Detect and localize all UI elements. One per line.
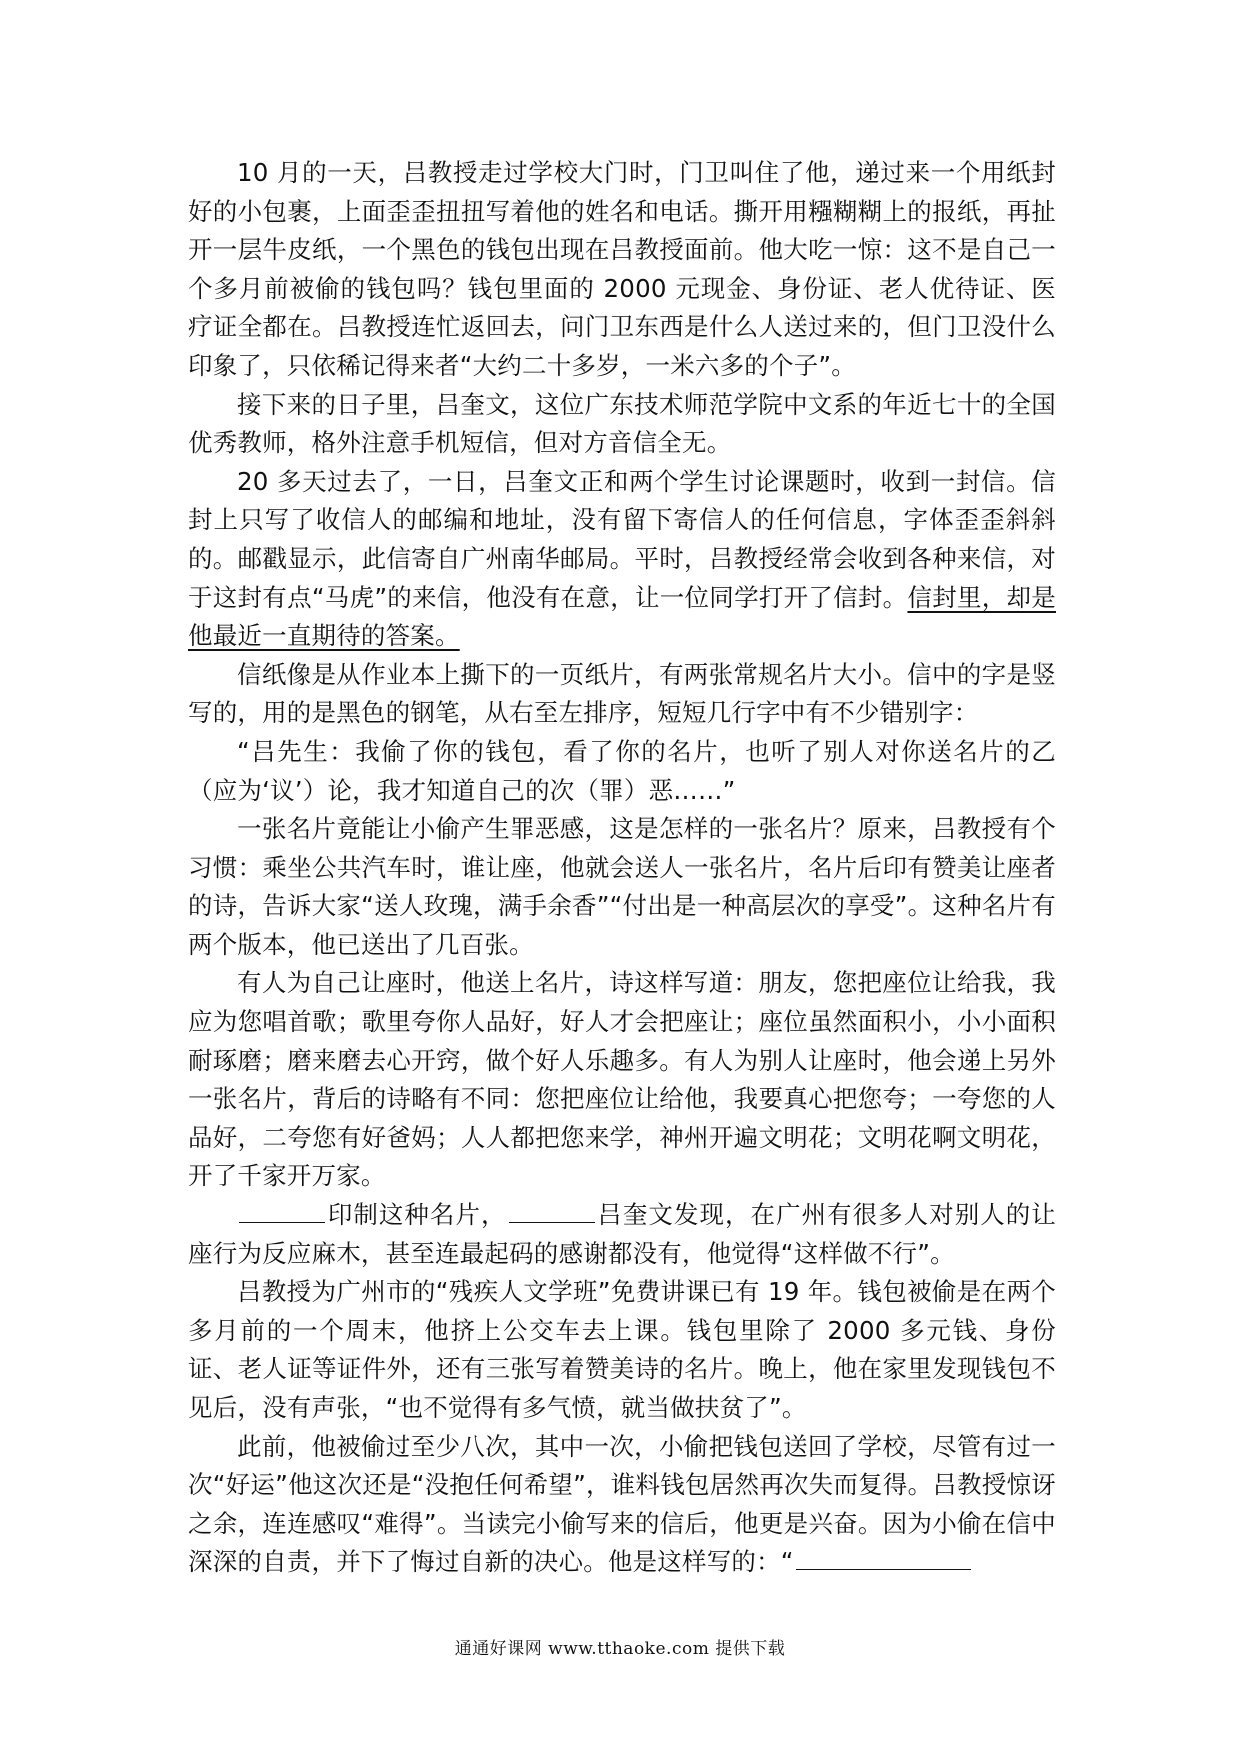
article-body bbox=[188, 154, 1056, 1582]
answer-blank-3 bbox=[796, 1545, 971, 1570]
answer-blank-2 bbox=[509, 1198, 595, 1223]
final-paragraph-text: 此前，他被偷过至少八次，其中一次，小偷把钱包送回了学校，尽管有过一次“好运”他这次还是“没抱任何希望”，谁料钱包居然再次失而复得。吕教授惊讶之余，连连感叹“难得”。当读完小偷写来的信后，他更是兴奋。因为小偷在信中深深的自责，并下了悔过自新的决心。他是这样写的：“ bbox=[188, 1431, 1056, 1577]
fill-blank-text-1: 印制这种名片， bbox=[327, 1200, 507, 1230]
underlined-sentence: 信封里，却是他最近一直期待的答案。 bbox=[188, 582, 1056, 651]
answer-blank-1 bbox=[239, 1198, 325, 1223]
paragraph-letter-received bbox=[188, 463, 1056, 656]
paragraph-disabled-class: 吕教授为广州市的“残疾人文学班”免费讲课已有 19 年。钱包被偷是在两个多月前的一个周末，他挤上公交车去上课。钱包里除了 2000 多元钱、身份证、老人证等证件外，还有三张写着赞美诗的名片。晚上，他在家里发现钱包不见后，没有声张，“也不觉得有多气愤，就当做扶贫了”。 bbox=[188, 1277, 1056, 1422]
paragraph-final bbox=[188, 1428, 1056, 1582]
paragraph-letter-text: 20 多天过去了，一日，吕奎文正和两个学生讨论课题时，收到一封信。信封上只写了收信人的邮编和地址，没有留下寄信人的任何信息，字体歪歪斜斜的。邮戳显示，此信寄自广州南华邮局。平时，吕教授经常会收到各种来信，对于这封有点“马虎”的来信，他没有在意，让一位同学打开了信封。 bbox=[188, 466, 1056, 612]
paragraph-poems: 有人为自己让座时，他送上名片，诗这样写道：朋友，您把座位让给我，我应为您唱首歌；歌里夸你人品好，好人才会把座让；座位虽然面积小，小小面积耐琢磨；磨来磨去心开窍，做个好人乐趣多。有人为别人让座时，他会递上另外一张名片，背后的诗略有不同：您把座位让给他，我要真心把您夸；一夸您的人品好，二夸您有好爸妈；人人都把您来学，神州开遍文明花；文明花啊文明花，开了千家开万家。 bbox=[188, 968, 1056, 1191]
paragraph-letter-paper: 信纸像是从作业本上撕下的一页纸片，有两张常规名片大小。信中的字是竖写的，用的是黑色的钢笔，从右至左排序，短短几行字中有不少错别字： bbox=[188, 659, 1056, 728]
page-footer: 通通好课网 www.tthaoke.com 提供下载 bbox=[454, 1639, 786, 1659]
paragraph-business-card: 一张名片竟能让小偷产生罪恶感，这是怎样的一张名片？原来，吕教授有个习惯：乘坐公共汽车时，谁让座，他就会送人一张名片，名片后印有赞美让座者的诗，告诉大家“送人玫瑰，满手余香”“付出是一种高层次的享受”。这种名片有两个版本，他已送出了几百张。 bbox=[188, 814, 1056, 959]
paragraph-waiting: 接下来的日子里，吕奎文，这位广东技术师范学院中文系的年近七十的全国优秀教师，格外注意手机短信，但对方音信全无。 bbox=[188, 389, 1056, 458]
paragraph-wallet-returned: 10 月的一天，吕教授走过学校大门时，门卫叫住了他，递过来一个用纸封好的小包裹，上面歪歪扭扭写着他的姓名和电话。撕开用糨糊糊上的报纸，再扯开一层牛皮纸，一个黑色的钱包出现在吕教授面前。他大吃一惊：这不是自己一个多月前被偷的钱包吗？钱包里面的 2000 元现金、身份证、老人优待证、医疗证全都在。吕教授连忙返回去，问门卫东西是什么人送过来的，但门卫没什么印象了，只依稀记得来者“大约二十多岁，一米六多的个子”。 bbox=[188, 158, 1056, 380]
fill-blank-text-2: 吕奎文发现，在广州有很多人对别人的让座行为反应麻木，甚至连最起码的感谢都没有，他觉得“这样做不行”。 bbox=[188, 1200, 1056, 1268]
paragraph-fill-blank bbox=[188, 1196, 1056, 1273]
paragraph-letter-quote: “吕先生：我偷了你的钱包，看了你的名片，也听了别人对你送名片的乙（应为‘议’）论，我才知道自己的次（罪）恶……” bbox=[188, 736, 1056, 805]
